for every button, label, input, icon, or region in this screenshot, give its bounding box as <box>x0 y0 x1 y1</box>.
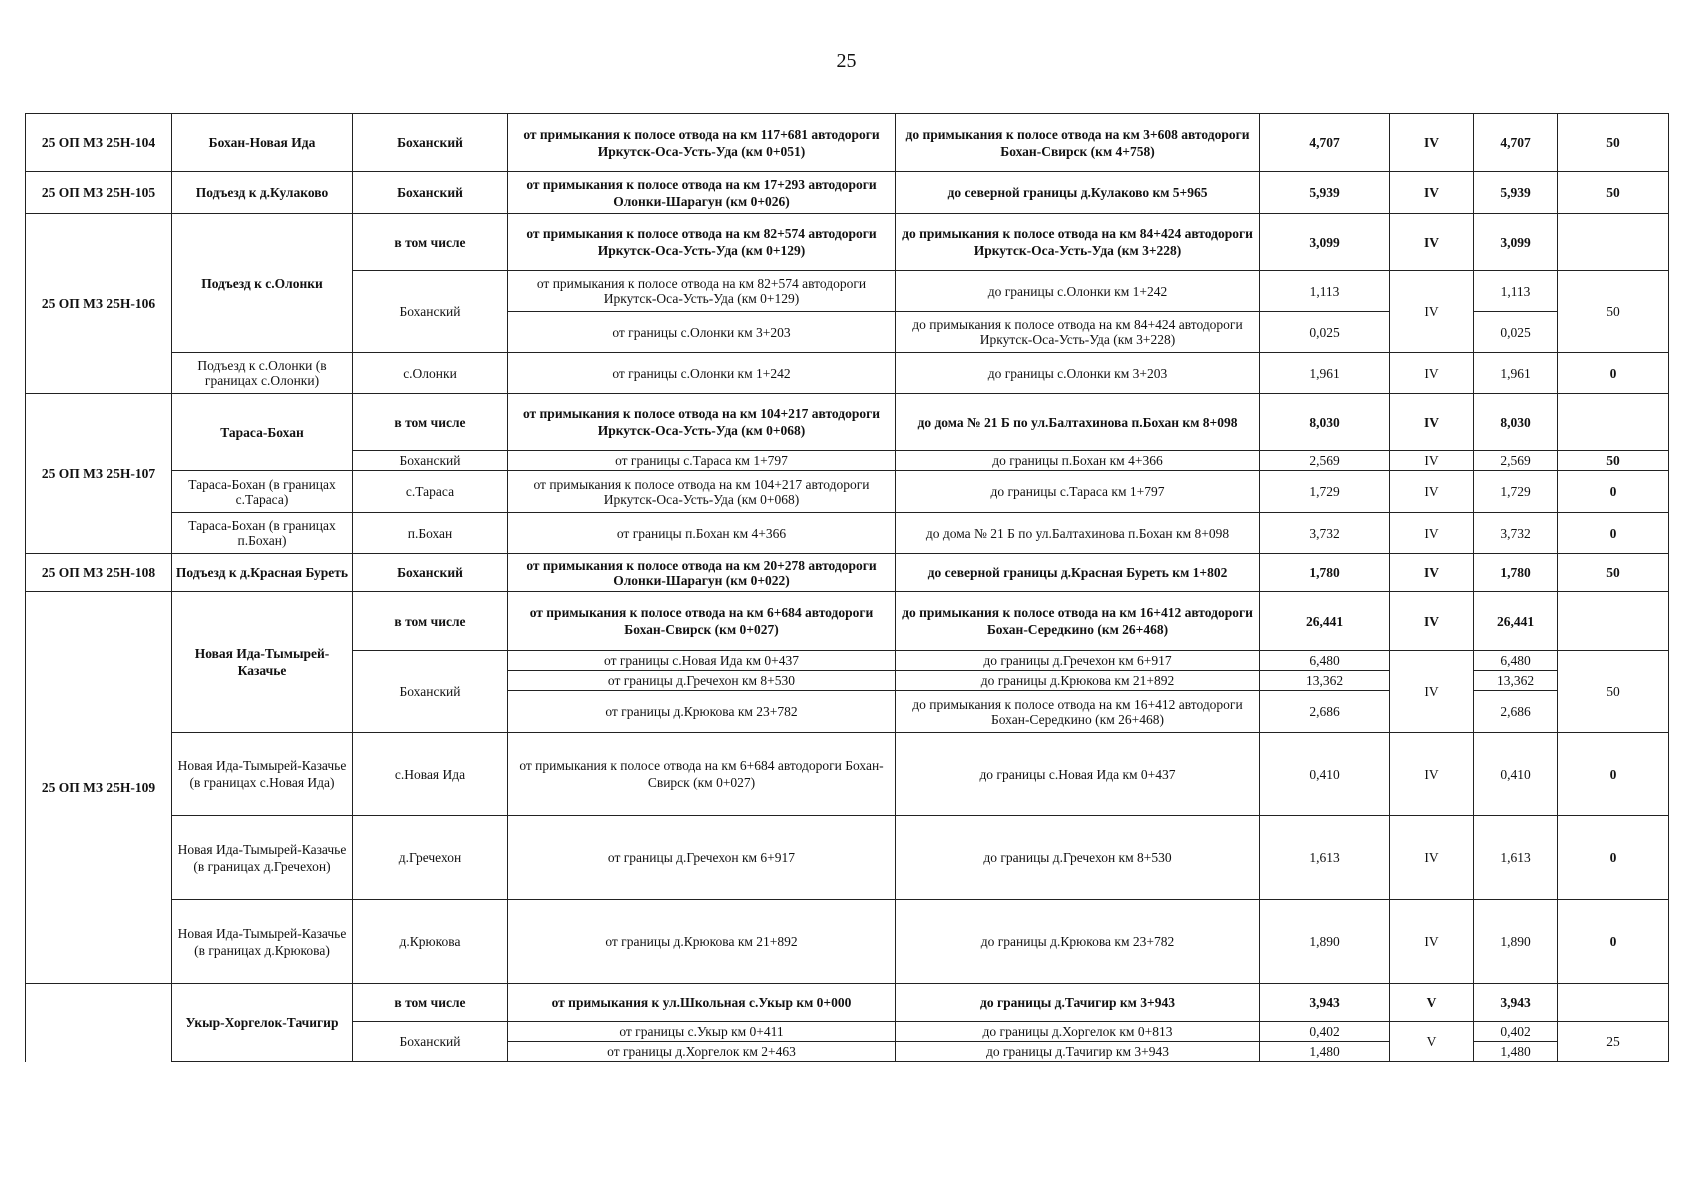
length-km-2: 0,025 <box>1474 312 1558 353</box>
segment-end: до северной границы д.Красная Буреть км 1+802 <box>896 554 1260 592</box>
road-category: IV <box>1390 592 1474 651</box>
length-km-2: 1,480 <box>1474 1042 1558 1062</box>
segment-start: от примыкания к полосе отвода на км 17+293 автодороги Олонки-Шарагун (км 0+026) <box>508 172 896 214</box>
speed-value: 0 <box>1558 513 1669 554</box>
length-km-2: 1,890 <box>1474 900 1558 984</box>
segment-start: от границы с.Олонки км 1+242 <box>508 353 896 394</box>
road-code: 25 ОП МЗ 25Н-107 <box>26 394 172 554</box>
length-km: 26,441 <box>1260 592 1390 651</box>
segment-start: от примыкания к полосе отвода на км 104+217 автодороги Иркутск-Оса-Усть-Уда (км 0+068) <box>508 471 896 513</box>
length-km-2: 1,113 <box>1474 271 1558 312</box>
road-name: Новая Ида-Тымырей-Казачье (в границах с.Новая Ида) <box>172 733 353 816</box>
district: в том числе <box>353 592 508 651</box>
road-name: Подъезд к д.Красная Буреть <box>172 554 353 592</box>
district: Боханский <box>353 172 508 214</box>
length-km: 8,030 <box>1260 394 1390 451</box>
speed-value: 0 <box>1558 816 1669 900</box>
length-km: 5,939 <box>1260 172 1390 214</box>
speed-value: 50 <box>1558 172 1669 214</box>
road-category: IV <box>1390 554 1474 592</box>
road-category: IV <box>1390 271 1474 353</box>
length-km: 0,025 <box>1260 312 1390 353</box>
length-km-2: 8,030 <box>1474 394 1558 451</box>
road-name: Тараса-Бохан (в границах п.Бохан) <box>172 513 353 554</box>
district: с.Олонки <box>353 353 508 394</box>
segment-start: от примыкания к полосе отвода на км 104+217 автодороги Иркутск-Оса-Усть-Уда (км 0+068) <box>508 394 896 451</box>
speed-value: 50 <box>1558 554 1669 592</box>
length-km: 1,961 <box>1260 353 1390 394</box>
road-name: Подъезд к с.Олонки <box>172 214 353 353</box>
length-km: 3,732 <box>1260 513 1390 554</box>
segment-start: от примыкания к полосе отвода на км 82+574 автодороги Иркутск-Оса-Усть-Уда (км 0+129) <box>508 271 896 312</box>
road-category: IV <box>1390 816 1474 900</box>
segment-end: до границы с.Тараса км 1+797 <box>896 471 1260 513</box>
segment-end: до северной границы д.Кулаково км 5+965 <box>896 172 1260 214</box>
segment-start: от примыкания к полосе отвода на км 82+574 автодороги Иркутск-Оса-Усть-Уда (км 0+129) <box>508 214 896 271</box>
road-category: IV <box>1390 733 1474 816</box>
speed-value: 50 <box>1558 651 1669 733</box>
speed-value: 50 <box>1558 114 1669 172</box>
road-category: V <box>1390 1022 1474 1062</box>
road-category: V <box>1390 984 1474 1022</box>
segment-end: до границы д.Гречехон км 8+530 <box>896 816 1260 900</box>
speed-value: 0 <box>1558 353 1669 394</box>
length-km-2: 1,729 <box>1474 471 1558 513</box>
segment-end: до границы д.Тачигир км 3+943 <box>896 984 1260 1022</box>
road-code: 25 ОП МЗ 25Н-109 <box>26 592 172 984</box>
length-km: 1,480 <box>1260 1042 1390 1062</box>
table-row <box>26 816 1669 900</box>
speed-value: 50 <box>1558 271 1669 353</box>
length-km-2: 6,480 <box>1474 651 1558 671</box>
road-name: Тараса-Бохан <box>172 394 353 471</box>
length-km-2: 3,732 <box>1474 513 1558 554</box>
length-km-2: 4,707 <box>1474 114 1558 172</box>
table-row <box>26 513 1669 554</box>
segment-start: от границы п.Бохан км 4+366 <box>508 513 896 554</box>
road-code <box>26 984 172 1062</box>
district: Боханский <box>353 554 508 592</box>
speed-value <box>1558 592 1669 651</box>
length-km: 1,113 <box>1260 271 1390 312</box>
segment-end: до примыкания к полосе отвода на км 84+424 автодороги Иркутск-Оса-Усть-Уда (км 3+228) <box>896 214 1260 271</box>
road-name: Бохан-Новая Ида <box>172 114 353 172</box>
speed-value <box>1558 984 1669 1022</box>
segment-end: до дома № 21 Б по ул.Балтахинова п.Бохан км 8+098 <box>896 394 1260 451</box>
length-km: 1,729 <box>1260 471 1390 513</box>
segment-end: до примыкания к полосе отвода на км 84+424 автодороги Иркутск-Оса-Усть-Уда (км 3+228) <box>896 312 1260 353</box>
road-category: IV <box>1390 394 1474 451</box>
segment-start: от примыкания к полосе отвода на км 6+684 автодороги Бохан-Свирск (км 0+027) <box>508 733 896 816</box>
length-km-2: 0,402 <box>1474 1022 1558 1042</box>
district: Боханский <box>353 114 508 172</box>
district: в том числе <box>353 394 508 451</box>
table-row <box>26 471 1669 513</box>
length-km: 3,943 <box>1260 984 1390 1022</box>
table-row <box>26 214 1669 271</box>
segment-start: от границы с.Новая Ида км 0+437 <box>508 651 896 671</box>
district: Боханский <box>353 451 508 471</box>
road-name: Подъезд к д.Кулаково <box>172 172 353 214</box>
length-km: 1,613 <box>1260 816 1390 900</box>
road-category: IV <box>1390 451 1474 471</box>
road-name: Новая Ида-Тымырей-Казачье (в границах д.Гречехон) <box>172 816 353 900</box>
road-name: Новая Ида-Тымырей-Казачье <box>172 592 353 733</box>
road-name: Укыр-Хоргелок-Тачигир <box>172 984 353 1062</box>
segment-end: до примыкания к полосе отвода на км 3+608 автодороги Бохан-Свирск (км 4+758) <box>896 114 1260 172</box>
segment-start: от границы с.Олонки км 3+203 <box>508 312 896 353</box>
district: Боханский <box>353 651 508 733</box>
segment-start: от примыкания к полосе отвода на км 117+681 автодороги Иркутск-Оса-Усть-Уда (км 0+051) <box>508 114 896 172</box>
length-km: 3,099 <box>1260 214 1390 271</box>
length-km: 0,402 <box>1260 1022 1390 1042</box>
district: д.Крюкова <box>353 900 508 984</box>
speed-value <box>1558 214 1669 271</box>
road-category: IV <box>1390 114 1474 172</box>
table-row <box>26 984 1669 1022</box>
speed-value: 25 <box>1558 1022 1669 1062</box>
speed-value: 0 <box>1558 733 1669 816</box>
length-km-2: 26,441 <box>1474 592 1558 651</box>
segment-start: от границы д.Крюкова км 21+892 <box>508 900 896 984</box>
roads-table <box>25 113 1669 1062</box>
road-code: 25 ОП МЗ 25Н-106 <box>26 214 172 394</box>
segment-start: от границы д.Крюкова км 23+782 <box>508 691 896 733</box>
segment-end: до примыкания к полосе отвода на км 16+412 автодороги Бохан-Середкино (км 26+468) <box>896 691 1260 733</box>
district: Боханский <box>353 1022 508 1062</box>
district: Боханский <box>353 271 508 353</box>
length-km-2: 0,410 <box>1474 733 1558 816</box>
length-km: 6,480 <box>1260 651 1390 671</box>
district: с.Новая Ида <box>353 733 508 816</box>
segment-end: до примыкания к полосе отвода на км 16+412 автодороги Бохан-Середкино (км 26+468) <box>896 592 1260 651</box>
speed-value: 0 <box>1558 900 1669 984</box>
length-km: 2,569 <box>1260 451 1390 471</box>
speed-value <box>1558 394 1669 451</box>
road-category: IV <box>1390 172 1474 214</box>
segment-end: до границы с.Олонки км 3+203 <box>896 353 1260 394</box>
length-km-2: 2,686 <box>1474 691 1558 733</box>
road-name: Новая Ида-Тымырей-Казачье (в границах д.Крюкова) <box>172 900 353 984</box>
length-km: 0,410 <box>1260 733 1390 816</box>
road-code: 25 ОП МЗ 25Н-104 <box>26 114 172 172</box>
segment-start: от примыкания к ул.Школьная с.Укыр км 0+000 <box>508 984 896 1022</box>
table-row <box>26 592 1669 651</box>
district: п.Бохан <box>353 513 508 554</box>
segment-end: до границы с.Олонки км 1+242 <box>896 271 1260 312</box>
district: в том числе <box>353 214 508 271</box>
segment-start: от границы д.Гречехон км 8+530 <box>508 671 896 691</box>
road-category: IV <box>1390 651 1474 733</box>
segment-end: до границы д.Тачигир км 3+943 <box>896 1042 1260 1062</box>
road-code: 25 ОП МЗ 25Н-105 <box>26 172 172 214</box>
length-km: 1,890 <box>1260 900 1390 984</box>
road-category: IV <box>1390 471 1474 513</box>
district: д.Гречехон <box>353 816 508 900</box>
length-km: 4,707 <box>1260 114 1390 172</box>
length-km: 13,362 <box>1260 671 1390 691</box>
length-km-2: 3,943 <box>1474 984 1558 1022</box>
table-row <box>26 394 1669 451</box>
length-km-2: 1,961 <box>1474 353 1558 394</box>
speed-value: 0 <box>1558 471 1669 513</box>
length-km-2: 1,780 <box>1474 554 1558 592</box>
segment-end: до границы д.Крюкова км 21+892 <box>896 671 1260 691</box>
segment-end: до границы д.Хоргелок км 0+813 <box>896 1022 1260 1042</box>
road-code: 25 ОП МЗ 25Н-108 <box>26 554 172 592</box>
table-row <box>26 900 1669 984</box>
segment-end: до границы с.Новая Ида км 0+437 <box>896 733 1260 816</box>
length-km-2: 2,569 <box>1474 451 1558 471</box>
segment-start: от границы с.Тараса км 1+797 <box>508 451 896 471</box>
segment-end: до дома № 21 Б по ул.Балтахинова п.Бохан км 8+098 <box>896 513 1260 554</box>
length-km: 1,780 <box>1260 554 1390 592</box>
segment-start: от границы д.Хоргелок км 2+463 <box>508 1042 896 1062</box>
segment-start: от границы с.Укыр км 0+411 <box>508 1022 896 1042</box>
length-km-2: 1,613 <box>1474 816 1558 900</box>
speed-value: 50 <box>1558 451 1669 471</box>
segment-start: от границы д.Гречехон км 6+917 <box>508 816 896 900</box>
road-name: Тараса-Бохан (в границах с.Тараса) <box>172 471 353 513</box>
road-category: IV <box>1390 513 1474 554</box>
table-row <box>26 114 1669 172</box>
road-category: IV <box>1390 900 1474 984</box>
table-row <box>26 353 1669 394</box>
table-row <box>26 554 1669 592</box>
segment-start: от примыкания к полосе отвода на км 20+278 автодороги Олонки-Шарагун (км 0+022) <box>508 554 896 592</box>
length-km-2: 3,099 <box>1474 214 1558 271</box>
segment-start: от примыкания к полосе отвода на км 6+684 автодороги Бохан-Свирск (км 0+027) <box>508 592 896 651</box>
page-number: 25 <box>836 50 857 72</box>
district: в том числе <box>353 984 508 1022</box>
length-km: 2,686 <box>1260 691 1390 733</box>
road-category: IV <box>1390 214 1474 271</box>
length-km-2: 13,362 <box>1474 671 1558 691</box>
segment-end: до границы д.Гречехон км 6+917 <box>896 651 1260 671</box>
table-row <box>26 172 1669 214</box>
segment-end: до границы д.Крюкова км 23+782 <box>896 900 1260 984</box>
table-row <box>26 733 1669 816</box>
segment-end: до границы п.Бохан км 4+366 <box>896 451 1260 471</box>
road-name: Подъезд к с.Олонки (в границах с.Олонки) <box>172 353 353 394</box>
length-km-2: 5,939 <box>1474 172 1558 214</box>
district: с.Тараса <box>353 471 508 513</box>
road-category: IV <box>1390 353 1474 394</box>
